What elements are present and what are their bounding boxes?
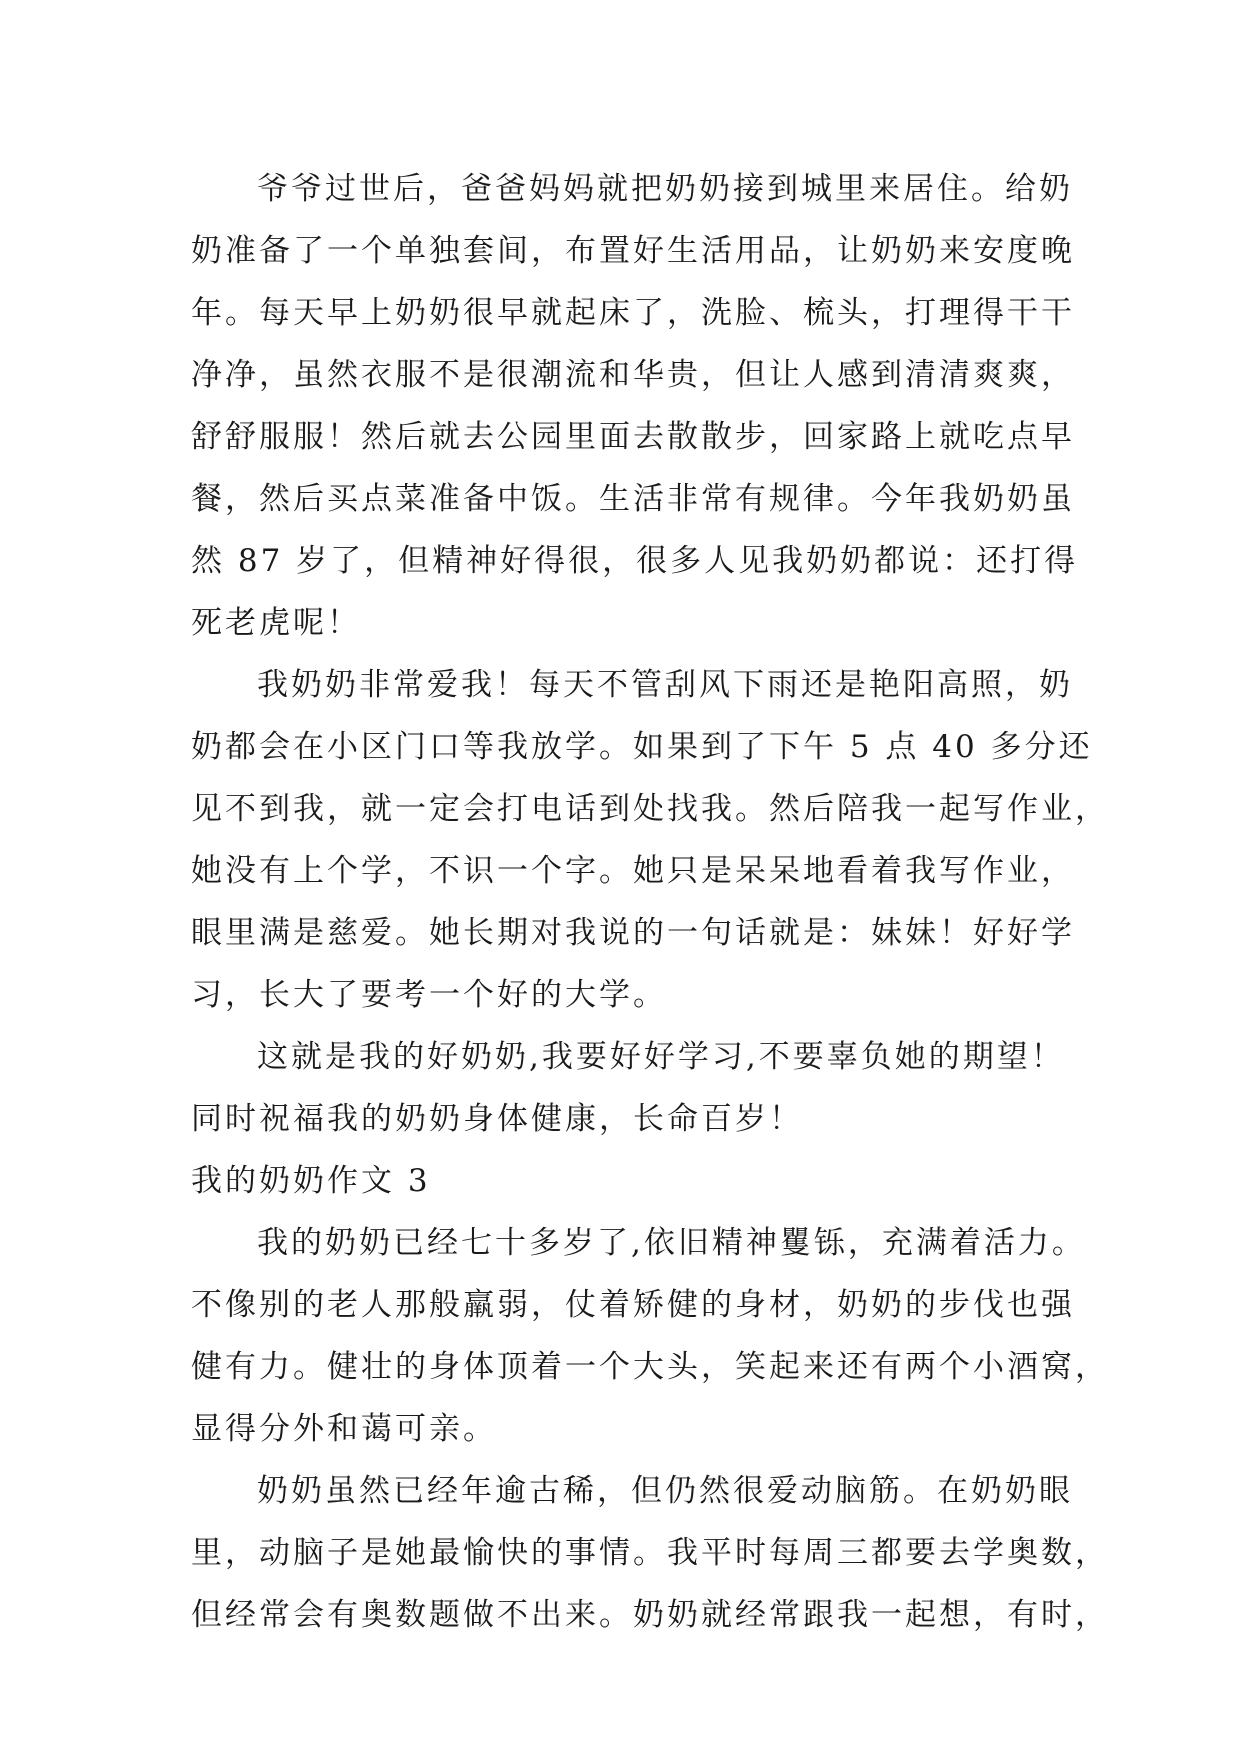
text-line: 年。每天早上奶奶很早就起床了，洗脸、梳头，打理得干干 bbox=[191, 295, 1075, 331]
paragraph-1 bbox=[191, 158, 1079, 654]
text-line: 但经常会有奥数题做不出来。奶奶就经常跟我一起想，有时， bbox=[191, 1597, 1109, 1633]
paragraph-4 bbox=[191, 1212, 1109, 1460]
text-line: 我奶奶非常爱我！每天不管刮风下雨还是艳阳高照，奶 bbox=[257, 667, 1073, 703]
text-line: 奶准备了一个单独套间，布置好生活用品，让奶奶来安度晚 bbox=[191, 233, 1075, 269]
text-line: 健有力。健壮的身体顶着一个大头，笑起来还有两个小酒窝， bbox=[191, 1349, 1109, 1385]
text-line: 她没有上个学，不识一个字。她只是呆呆地看着我写作业， bbox=[191, 853, 1075, 889]
text-line: 净净，虽然衣服不是很潮流和华贵，但让人感到清清爽爽， bbox=[191, 357, 1075, 393]
text-line: 同时祝福我的奶奶身体健康，长命百岁！ bbox=[191, 1101, 803, 1137]
section-heading: 我的奶奶作文 3 bbox=[191, 1163, 431, 1199]
text-line: 舒舒服服！然后就去公园里面去散散步，回家路上就吃点早 bbox=[191, 419, 1075, 455]
text-line: 餐，然后买点菜准备中饭。生活非常有规律。今年我奶奶虽 bbox=[191, 481, 1075, 517]
text-line: 爷爷过世后，爸爸妈妈就把奶奶接到城里来居住。给奶 bbox=[257, 171, 1073, 207]
text-line: 我的奶奶已经七十多岁了,依旧精神矍铄，充满着活力。 bbox=[257, 1225, 1086, 1261]
paragraph-3 bbox=[191, 1026, 1065, 1150]
text-line: 习，长大了要考一个好的大学。 bbox=[191, 977, 667, 1013]
text-line: 奶都会在小区门口等我放学。如果到了下午 5 点 40 多分还 bbox=[191, 729, 1093, 765]
text-line: 然 87 岁了，但精神好得很，很多人见我奶奶都说：还打得 bbox=[191, 543, 1079, 579]
paragraph-5 bbox=[191, 1460, 1109, 1646]
text-line: 见不到我，就一定会打电话到处找我。然后陪我一起写作业， bbox=[191, 791, 1109, 827]
text-line: 这就是我的好奶奶,我要好好学习,不要辜负她的期望！ bbox=[257, 1039, 1065, 1075]
text-line: 显得分外和蔼可亲。 bbox=[191, 1411, 497, 1447]
text-line: 死老虎呢！ bbox=[191, 605, 361, 641]
document-body bbox=[191, 158, 1109, 1646]
text-line: 不像别的老人那般羸弱，仗着矫健的身材，奶奶的步伐也强 bbox=[191, 1287, 1075, 1323]
text-line: 奶奶虽然已经年逾古稀，但仍然很爱动脑筋。在奶奶眼 bbox=[257, 1473, 1073, 1509]
text-line: 里，动脑子是她最愉快的事情。我平时每周三都要去学奥数， bbox=[191, 1535, 1109, 1571]
paragraph-2 bbox=[191, 654, 1109, 1026]
text-line: 眼里满是慈爱。她长期对我说的一句话就是：妹妹！好好学 bbox=[191, 915, 1075, 951]
